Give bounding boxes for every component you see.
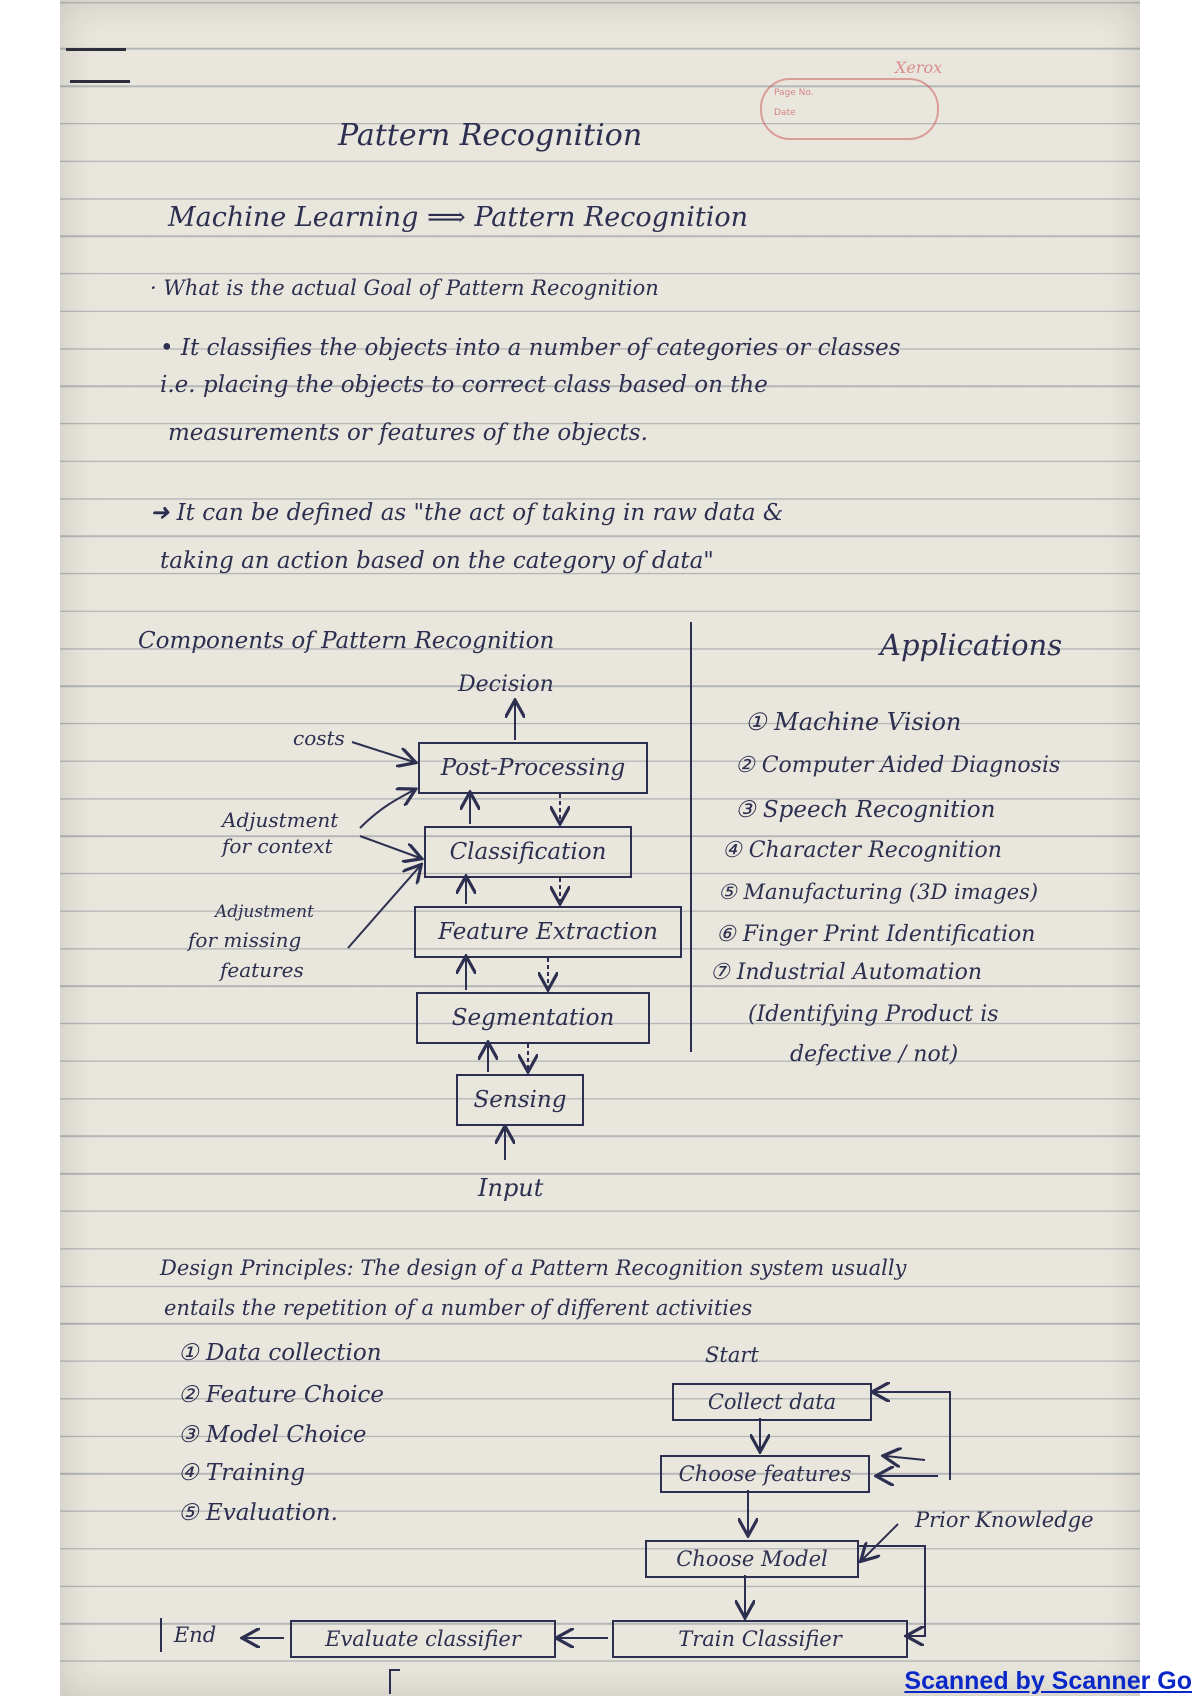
- application-item: ③ Speech Recognition: [735, 797, 996, 823]
- costs-label: costs: [293, 726, 345, 750]
- application-item: ① Machine Vision: [745, 708, 962, 736]
- arrow-context-post: [360, 790, 414, 828]
- application-item: ⑤ Manufacturing (3D images): [718, 880, 1039, 904]
- design-step: ④ Training: [178, 1460, 306, 1486]
- page-title: Pattern Recognition: [338, 118, 643, 153]
- applications-heading: Applications: [880, 628, 1063, 662]
- goal-question: · What is the actual Goal of Pattern Recognition: [150, 276, 659, 300]
- choose-model-box: Choose Model: [645, 1540, 859, 1578]
- stamp-date-label: Date: [774, 108, 796, 118]
- design-step: ② Feature Choice: [178, 1382, 385, 1408]
- design-step: ③ Model Choice: [178, 1422, 367, 1448]
- loop-arrow: [858, 1546, 925, 1636]
- prior-knowledge-label: Prior Knowledge: [915, 1508, 1094, 1532]
- goal-line: • It classifies the objects into a number of categories or classes: [160, 335, 901, 361]
- prior-arrow: [862, 1524, 898, 1560]
- post-processing-box: Post-Processing: [418, 742, 648, 794]
- end-label: End: [160, 1618, 228, 1652]
- loop-arrow: [874, 1392, 950, 1480]
- feature-extraction-box: Feature Extraction: [414, 906, 682, 958]
- application-item: ④ Character Recognition: [722, 838, 1002, 863]
- goal-line: measurements or features of the objects.: [168, 420, 648, 446]
- input-label: Input: [478, 1174, 544, 1202]
- adjustment-missing-label: for missing: [188, 928, 302, 952]
- segmentation-box: Segmentation: [416, 992, 650, 1044]
- flow-start-label: Start: [705, 1343, 759, 1367]
- application-item: (Identifying Product is: [748, 1002, 999, 1027]
- prior-arrow: [885, 1456, 925, 1460]
- adjustment-missing-label: features: [220, 958, 304, 982]
- application-item: ② Computer Aided Diagnosis: [735, 753, 1061, 778]
- application-item: ⑥ Finger Print Identification: [716, 922, 1036, 947]
- design-step: ⑤ Evaluation.: [178, 1500, 338, 1526]
- adjustment-missing-label: Adjustment: [215, 902, 314, 922]
- choose-features-box: Choose features: [660, 1455, 870, 1493]
- application-item: ⑦ Industrial Automation: [710, 960, 983, 985]
- arrow-costs: [352, 742, 414, 762]
- stamp-scribble: Xerox: [895, 58, 943, 77]
- design-line: Design Principles: The design of a Pattern Recognition system usually: [160, 1256, 907, 1280]
- arrow-missing: [348, 866, 420, 948]
- definition-line: ➜ It can be defined as "the act of taking in raw data &: [150, 500, 784, 526]
- train-classifier-box: Train Classifier: [612, 1620, 908, 1658]
- design-step: ① Data collection: [178, 1340, 382, 1366]
- scanner-watermark[interactable]: Scanned by Scanner Go: [904, 1667, 1192, 1695]
- design-line: entails the repetition of a number of different activities: [164, 1296, 753, 1320]
- arrow-context-class: [360, 836, 420, 858]
- adjustment-context-label: for context: [222, 834, 333, 858]
- goal-line: i.e. placing the objects to correct class based on the: [160, 372, 768, 398]
- evaluate-classifier-box: Evaluate classifier: [290, 1620, 556, 1658]
- sensing-box: Sensing: [456, 1074, 584, 1126]
- loop-arrow: [390, 1670, 400, 1694]
- decision-label: Decision: [458, 672, 554, 697]
- stamp-page-label: Page No.: [774, 88, 814, 98]
- adjustment-context-label: Adjustment: [222, 808, 339, 832]
- page-subtitle: Machine Learning ⟹ Pattern Recognition: [168, 202, 749, 233]
- classification-box: Classification: [424, 826, 632, 878]
- definition-line: taking an action based on the category of data": [160, 548, 714, 574]
- application-item: defective / not): [790, 1042, 959, 1067]
- collect-data-box: Collect data: [672, 1383, 872, 1421]
- components-heading: Components of Pattern Recognition: [138, 628, 555, 654]
